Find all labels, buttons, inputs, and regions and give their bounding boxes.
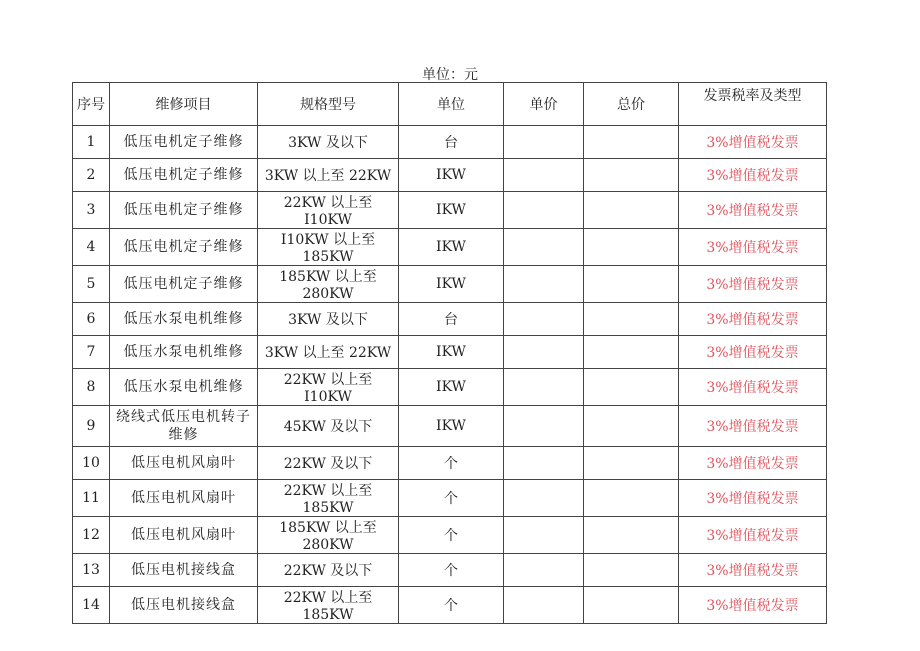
row-item: 低压水泵电机维修 — [110, 303, 258, 336]
row-total-price — [584, 303, 679, 336]
repair-price-table — [72, 82, 827, 624]
row-spec: 3KW 以上至 22KW — [258, 159, 399, 192]
row-spec: 22KW 及以下 — [258, 554, 399, 587]
row-item: 低压电机接线盒 — [110, 554, 258, 587]
table-row — [73, 587, 827, 624]
header-seq: 序号 — [73, 83, 110, 126]
row-unit: IKW — [399, 336, 504, 369]
row-tax-type: 3%增值税发票 — [679, 480, 827, 517]
row-item: 绕线式低压电机转子维修 — [110, 406, 258, 447]
row-spec: 22KW 以上至 185KW — [258, 480, 399, 517]
row-total-price — [584, 126, 679, 159]
row-unit: 台 — [399, 303, 504, 336]
row-seq: 14 — [73, 587, 110, 624]
row-tax-type: 3%增值税发票 — [679, 303, 827, 336]
unit-note: 单位：元 — [422, 67, 478, 83]
table-row — [73, 517, 827, 554]
row-unit-price — [504, 587, 584, 624]
row-total-price — [584, 229, 679, 266]
row-item: 低压电机定子维修 — [110, 126, 258, 159]
row-unit: 个 — [399, 554, 504, 587]
row-spec: 45KW 及以下 — [258, 406, 399, 447]
row-total-price — [584, 336, 679, 369]
table-row — [73, 266, 827, 303]
row-total-price — [584, 192, 679, 229]
row-unit: 个 — [399, 447, 504, 480]
row-unit: IKW — [399, 406, 504, 447]
row-unit-price — [504, 159, 584, 192]
row-total-price — [584, 447, 679, 480]
table-row — [73, 406, 827, 447]
row-tax-type: 3%增值税发票 — [679, 126, 827, 159]
row-spec: 185KW 以上至 280KW — [258, 266, 399, 303]
row-seq: 9 — [73, 406, 110, 447]
row-unit: IKW — [399, 369, 504, 406]
table-row — [73, 159, 827, 192]
row-unit: 台 — [399, 126, 504, 159]
row-tax-type: 3%增值税发票 — [679, 554, 827, 587]
row-unit: 个 — [399, 517, 504, 554]
row-item: 低压电机定子维修 — [110, 229, 258, 266]
row-item: 低压电机定子维修 — [110, 266, 258, 303]
row-seq: 4 — [73, 229, 110, 266]
table-row — [73, 554, 827, 587]
row-unit: 个 — [399, 587, 504, 624]
row-seq: 6 — [73, 303, 110, 336]
row-total-price — [584, 406, 679, 447]
row-unit-price — [504, 554, 584, 587]
row-item: 低压电机风扇叶 — [110, 517, 258, 554]
row-spec: 3KW 及以下 — [258, 303, 399, 336]
row-total-price — [584, 517, 679, 554]
row-tax-type: 3%增值税发票 — [679, 406, 827, 447]
header-item: 维修项目 — [110, 83, 258, 126]
row-unit-price — [504, 266, 584, 303]
row-unit-price — [504, 480, 584, 517]
row-unit-price — [504, 447, 584, 480]
row-spec: I10KW 以上至 185KW — [258, 229, 399, 266]
row-unit: IKW — [399, 192, 504, 229]
row-item: 低压电机定子维修 — [110, 192, 258, 229]
table-row — [73, 192, 827, 229]
row-seq: 7 — [73, 336, 110, 369]
row-seq: 11 — [73, 480, 110, 517]
row-unit: IKW — [399, 266, 504, 303]
table-row — [73, 447, 827, 480]
row-unit-price — [504, 126, 584, 159]
row-tax-type: 3%增值税发票 — [679, 192, 827, 229]
row-spec: 22KW 以上至 185KW — [258, 587, 399, 624]
header-spec: 规格型号 — [258, 83, 399, 126]
row-unit: IKW — [399, 159, 504, 192]
row-total-price — [584, 159, 679, 192]
row-tax-type: 3%增值税发票 — [679, 517, 827, 554]
row-unit-price — [504, 336, 584, 369]
row-unit-price — [504, 517, 584, 554]
row-seq: 2 — [73, 159, 110, 192]
row-spec: 185KW 以上至 280KW — [258, 517, 399, 554]
table-header-row — [73, 83, 827, 126]
row-total-price — [584, 266, 679, 303]
row-seq: 1 — [73, 126, 110, 159]
row-seq: 5 — [73, 266, 110, 303]
row-tax-type: 3%增值税发票 — [679, 336, 827, 369]
row-tax-type: 3%增值税发票 — [679, 159, 827, 192]
row-tax-type: 3%增值税发票 — [679, 229, 827, 266]
row-seq: 13 — [73, 554, 110, 587]
row-item: 低压水泵电机维修 — [110, 336, 258, 369]
row-tax-type: 3%增值税发票 — [679, 587, 827, 624]
table-row — [73, 480, 827, 517]
row-seq: 3 — [73, 192, 110, 229]
row-item: 低压电机风扇叶 — [110, 480, 258, 517]
row-unit-price — [504, 369, 584, 406]
table-row — [73, 229, 827, 266]
row-spec: 22KW 及以下 — [258, 447, 399, 480]
row-seq: 8 — [73, 369, 110, 406]
header-total-price: 总价 — [584, 83, 679, 126]
table-row — [73, 369, 827, 406]
row-item: 低压水泵电机维修 — [110, 369, 258, 406]
row-spec: 22KW 以上至 I10KW — [258, 369, 399, 406]
table-row — [73, 126, 827, 159]
row-spec: 3KW 及以下 — [258, 126, 399, 159]
table-row — [73, 336, 827, 369]
row-unit: IKW — [399, 229, 504, 266]
row-unit-price — [504, 406, 584, 447]
row-unit-price — [504, 229, 584, 266]
header-unit-price: 单价 — [504, 83, 584, 126]
row-item: 低压电机接线盒 — [110, 587, 258, 624]
row-unit-price — [504, 303, 584, 336]
header-tax: 发票税率及类型 — [679, 83, 827, 126]
row-tax-type: 3%增值税发票 — [679, 266, 827, 303]
row-spec: 22KW 以上至 I10KW — [258, 192, 399, 229]
row-item: 低压电机风扇叶 — [110, 447, 258, 480]
header-unit: 单位 — [399, 83, 504, 126]
row-total-price — [584, 587, 679, 624]
row-total-price — [584, 554, 679, 587]
row-spec: 3KW 以上至 22KW — [258, 336, 399, 369]
row-tax-type: 3%增值税发票 — [679, 369, 827, 406]
row-unit: 个 — [399, 480, 504, 517]
row-total-price — [584, 480, 679, 517]
row-unit-price — [504, 192, 584, 229]
row-seq: 12 — [73, 517, 110, 554]
row-tax-type: 3%增值税发票 — [679, 447, 827, 480]
row-item: 低压电机定子维修 — [110, 159, 258, 192]
row-total-price — [584, 369, 679, 406]
table-row — [73, 303, 827, 336]
row-seq: 10 — [73, 447, 110, 480]
